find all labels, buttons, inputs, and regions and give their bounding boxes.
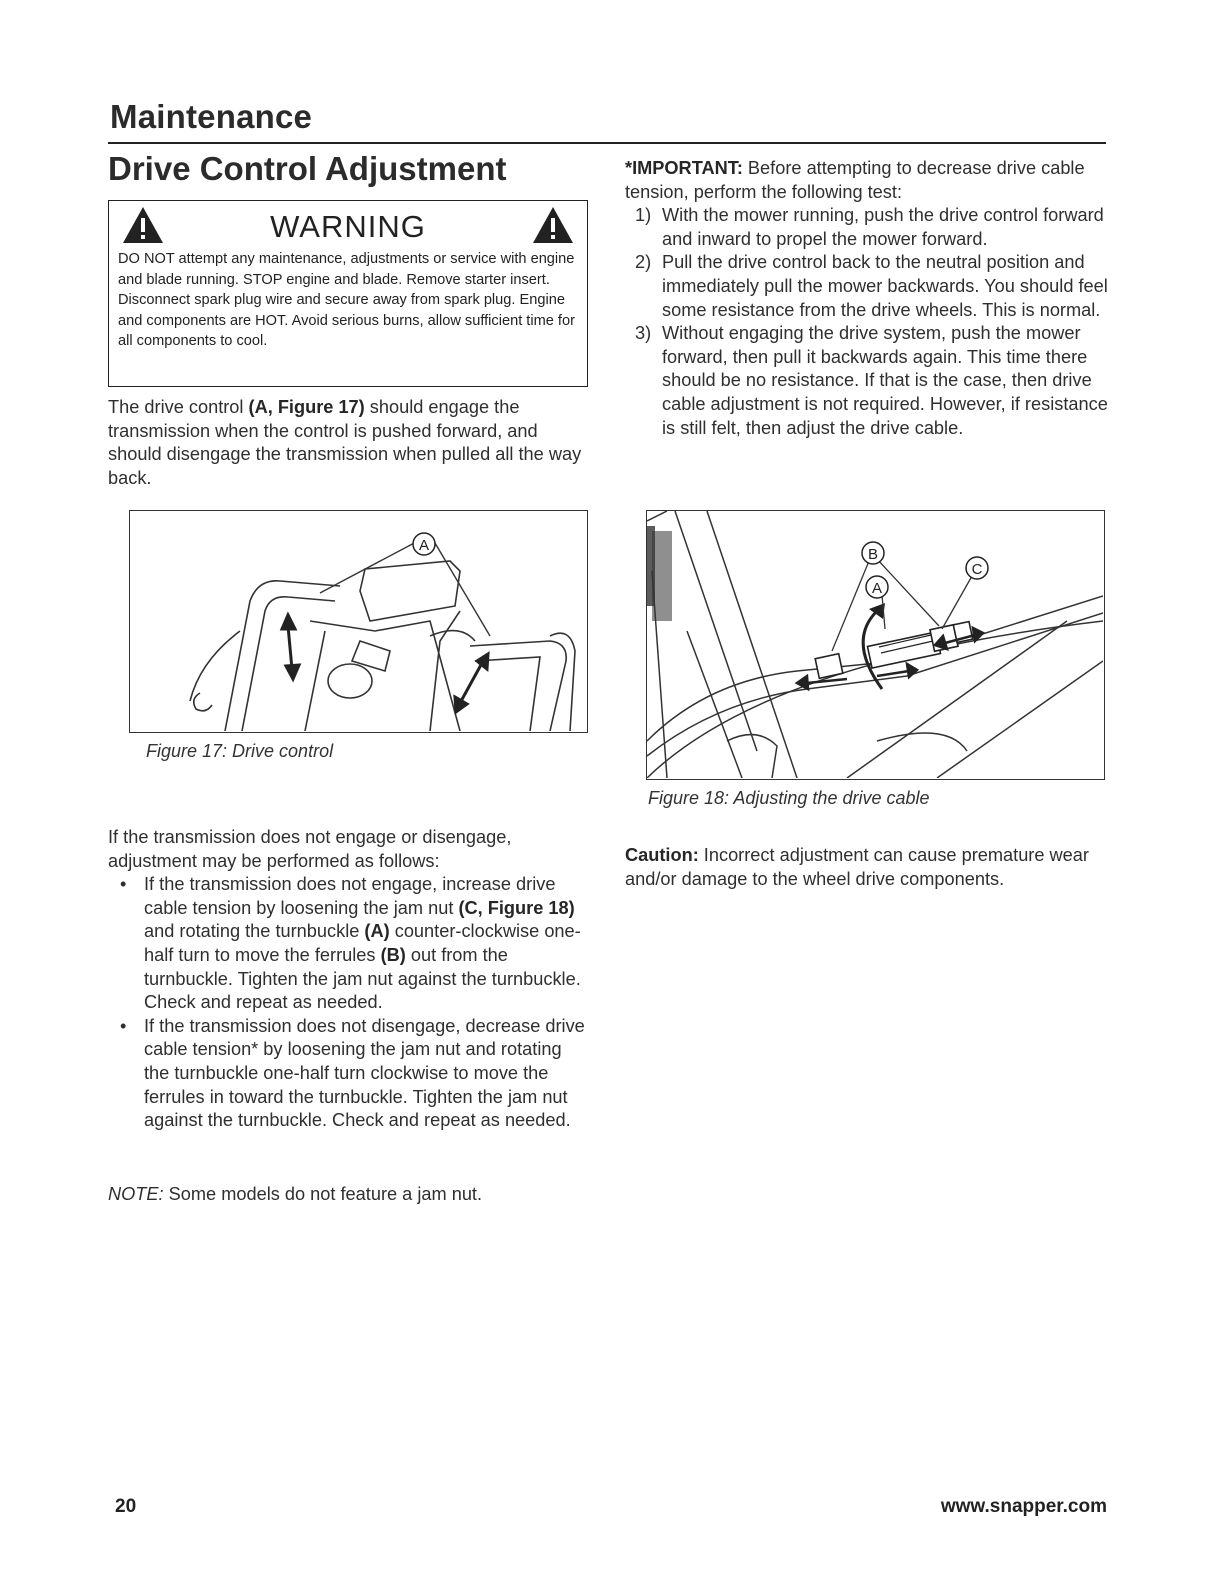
warning-box <box>108 200 588 387</box>
bullet-decrease-tension: • If the transmission does not disengage, decrease drive cable tension* by loosening the jam nut and rotating the turnbuckle one-half turn clockwise to move the ferrules in toward the turnbuckle. Tighten the jam nut against the turnbuckle. Check and repeat as needed. <box>108 1015 588 1133</box>
caution-paragraph: Caution: Incorrect adjustment can cause premature wear and/or damage to the wheel drive components. <box>625 845 1089 889</box>
note: NOTE: Some models do not feature a jam nut. <box>108 1184 483 1204</box>
callout-a-label: A <box>871 580 883 597</box>
callout-b-label: B <box>867 546 879 563</box>
callout-a-label: A <box>418 537 430 554</box>
warning-triangle-icon <box>531 205 575 245</box>
footer-url: www.snapper.com <box>940 1496 1107 1517</box>
figure-18-caption: Figure 18: Adjusting the drive cable <box>648 788 930 808</box>
drive-control-illustration <box>130 511 586 731</box>
warning-title: WARNING <box>270 209 426 244</box>
important-test <box>625 157 1110 440</box>
bullet-increase-tension: • If the transmission does not engage, increase drive cable tension by loosening the jam nut (C, Figure 18) and rotating the turnbuckle (A) counter-clockwise one-half turn to move the ferrules (B) out from the turnbuckle. Tighten the jam nut against the turnbuckle. Check and repeat as needed. <box>108 873 588 1015</box>
test-step: 2) Pull the drive control back to the neutral position and immediately pull the mower backwards. You should feel some resistance from the drive wheels. This is normal. <box>635 252 1108 320</box>
warning-text: DO NOT attempt any maintenance, adjustments or service with engine and blade running. STOP engine and blade. Remove starter insert. Disconnect spark plug wire and secure away from spark plug. Engine and components are HOT. Avoid serious burns, allow sufficient time for all components to cool. <box>118 251 575 350</box>
figure-17-drive-control <box>129 510 588 733</box>
test-step: 1) With the mower running, push the drive control forward and inward to propel the mower forward. <box>635 205 1104 249</box>
page-title: Drive Control Adjustment <box>108 150 507 187</box>
intro-paragraph: The drive control (A, Figure 17) should engage the transmission when the control is pushed forward, and should disengage the transmission when pulled all the way back. <box>108 397 582 488</box>
important-paragraph: *IMPORTANT: Before attempting to decrease drive cable tension, perform the following test: <box>625 158 1085 202</box>
header-rule <box>108 142 1106 144</box>
test-step: 3) Without engaging the drive system, push the mower forward, then pull it backwards again. This time there should be no resistance. If that is the case, then drive cable adjustment is not required. However, if resistance is still felt, then adjust the drive cable. <box>635 323 1108 438</box>
adjustment-bullets <box>108 873 588 1133</box>
section-title: Maintenance <box>110 98 313 135</box>
figure-17-caption: Figure 17: Drive control <box>146 741 334 761</box>
page-number: 20 <box>115 1496 137 1517</box>
callout-c-label: C <box>971 561 983 578</box>
test-steps <box>625 204 1110 440</box>
adjustment-instructions <box>108 826 588 1133</box>
drive-cable-illustration <box>647 511 1103 778</box>
figure-18-adjusting-cable <box>646 510 1105 780</box>
adjustment-lead: If the transmission does not engage or disengage, adjustment may be performed as follows: <box>108 827 512 871</box>
